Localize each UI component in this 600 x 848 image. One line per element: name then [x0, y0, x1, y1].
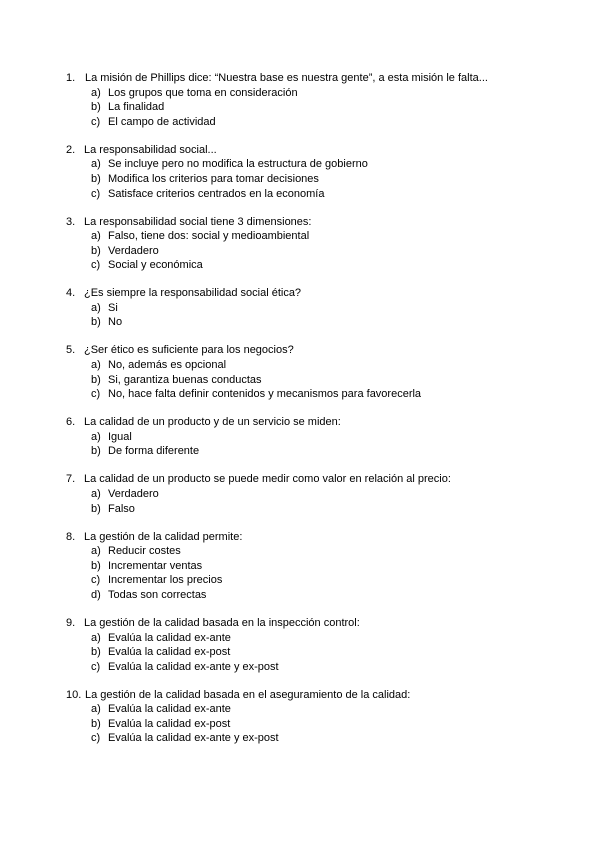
question-8-number: 8.: [66, 530, 76, 543]
option-letter: a): [91, 230, 101, 243]
option-letter: b): [91, 244, 101, 257]
option-text: Evalúa la calidad ex-ante y ex-post: [108, 660, 279, 673]
question-9-line: [66, 616, 566, 631]
option-letter: a): [91, 430, 101, 443]
question-5-line: [66, 343, 566, 358]
question-3-option-b: [91, 244, 566, 259]
option-letter: a): [91, 359, 101, 372]
option-letter: b): [91, 717, 101, 730]
question-10-option-a: [91, 702, 566, 717]
option-text: Si: [108, 301, 118, 314]
question-6-options: [91, 430, 566, 459]
question-3-option-c: [91, 258, 566, 273]
question-1: [66, 71, 566, 129]
question-6-line: [66, 415, 566, 430]
question-4-text: ¿Es siempre la responsabilidad social ética?: [84, 287, 302, 300]
option-text: Los grupos que toma en consideración: [108, 86, 298, 99]
question-9-text: La gestión de la calidad basada en la inspección control:: [84, 616, 360, 629]
option-text: Evalúa la calidad ex-ante y ex-post: [108, 732, 279, 745]
option-text: Si, garantiza buenas conductas: [108, 373, 262, 386]
option-letter: b): [91, 445, 101, 458]
option-letter: c): [91, 732, 101, 745]
question-7-option-b: [91, 502, 566, 517]
question-8-text: La gestión de la calidad permite:: [84, 530, 243, 543]
option-text: Reducir costes: [108, 545, 181, 558]
option-letter: a): [91, 86, 101, 99]
question-9-number: 9.: [66, 616, 76, 629]
question-4-option-a: [91, 301, 566, 316]
question-5-option-c: [91, 387, 566, 402]
option-text: Igual: [108, 430, 132, 443]
question-10-options: [91, 702, 566, 746]
question-4-line: [66, 286, 566, 301]
question-2: [66, 143, 566, 201]
option-letter: a): [91, 631, 101, 644]
question-1-number: 1.: [66, 72, 76, 84]
option-text: Falso: [108, 502, 135, 515]
question-10-text: La gestión de la calidad basada en el aseguramiento de la calidad:: [85, 688, 411, 701]
question-3-line: [66, 215, 566, 230]
option-letter: c): [91, 388, 101, 401]
option-letter: a): [91, 545, 101, 558]
question-8: [66, 530, 566, 603]
question-10-option-c: [91, 731, 566, 746]
option-text: La finalidad: [108, 101, 165, 114]
question-2-text: La responsabilidad social...: [84, 143, 217, 156]
question-2-number: 2.: [66, 143, 76, 156]
option-text: Todas son correctas: [108, 588, 207, 601]
question-8-option-b: [91, 559, 566, 574]
option-text: Evalúa la calidad ex-ante: [108, 703, 231, 716]
question-5: [66, 343, 566, 401]
question-10: [66, 688, 566, 746]
option-text: El campo de actividad: [108, 115, 216, 128]
option-text: Falso, tiene dos: social y medioambiental: [108, 230, 310, 243]
question-2-options: [91, 157, 566, 201]
question-9-options: [91, 631, 566, 675]
option-letter: c): [91, 115, 101, 128]
question-4: [66, 286, 566, 330]
option-text: Evalúa la calidad ex-post: [108, 717, 231, 730]
question-3-option-a: [91, 229, 566, 244]
option-letter: c): [91, 660, 101, 673]
question-6-option-a: [91, 430, 566, 445]
question-10-line: [66, 688, 566, 703]
question-6: [66, 415, 566, 459]
question-8-options: [91, 544, 566, 602]
question-7-text: La calidad de un producto se puede medir como valor en relación al precio:: [84, 473, 451, 486]
option-text: Evalúa la calidad ex-ante: [108, 631, 231, 644]
question-5-number: 5.: [66, 344, 76, 357]
option-text: No, hace falta definir contenidos y mecanismos para favorecerla: [108, 388, 422, 401]
question-4-options: [91, 301, 566, 330]
option-letter: b): [91, 373, 101, 386]
question-8-option-d: [91, 588, 566, 603]
option-text: Social y económica: [108, 259, 203, 272]
question-4-option-b: [91, 315, 566, 330]
question-4-number: 4.: [66, 287, 76, 300]
question-9: [66, 616, 566, 674]
question-7-number: 7.: [66, 473, 76, 486]
option-letter: a): [91, 301, 101, 314]
question-9-option-a: [91, 631, 566, 646]
question-1-option-c: [91, 115, 566, 130]
question-1-option-b: [91, 100, 566, 115]
option-letter: a): [91, 158, 101, 171]
option-text: Evalúa la calidad ex-post: [108, 646, 231, 659]
question-10-number: 10.: [66, 688, 82, 701]
question-2-line: [66, 143, 566, 158]
option-letter: c): [91, 259, 101, 272]
question-8-option-c: [91, 573, 566, 588]
option-letter: b): [91, 646, 101, 659]
question-5-option-b: [91, 373, 566, 388]
option-text: Verdadero: [108, 244, 159, 257]
option-letter: c): [91, 187, 101, 200]
question-10-option-b: [91, 717, 566, 732]
question-1-options: [91, 86, 566, 130]
question-5-options: [91, 358, 566, 402]
question-2-option-b: [91, 172, 566, 187]
option-letter: b): [91, 101, 101, 114]
question-3-text: La responsabilidad social tiene 3 dimensiones:: [84, 215, 312, 228]
option-text: Incrementar ventas: [108, 559, 203, 572]
option-letter: d): [91, 588, 101, 601]
option-text: Modifica los criterios para tomar decisiones: [108, 172, 319, 185]
question-7-options: [91, 487, 566, 516]
question-3-options: [91, 229, 566, 273]
question-8-line: [66, 530, 566, 545]
question-1-line: [66, 71, 566, 86]
question-7-option-a: [91, 487, 566, 502]
option-letter: c): [91, 574, 101, 587]
option-text: Se incluye pero no modifica la estructura de gobierno: [108, 158, 368, 171]
question-6-number: 6.: [66, 416, 76, 429]
question-2-option-c: [91, 187, 566, 202]
question-9-option-b: [91, 645, 566, 660]
option-text: No, además es opcional: [108, 359, 227, 372]
question-3: [66, 215, 566, 273]
question-8-option-a: [91, 544, 566, 559]
option-letter: b): [91, 559, 101, 572]
question-list: [66, 71, 566, 759]
option-text: Satisface criterios centrados en la economía: [108, 187, 325, 200]
option-text: No: [108, 316, 123, 329]
question-9-option-c: [91, 660, 566, 675]
option-letter: b): [91, 316, 101, 329]
question-2-option-a: [91, 157, 566, 172]
option-letter: a): [91, 488, 101, 500]
question-5-text: ¿Ser ético es suficiente para los negocios?: [84, 344, 294, 357]
question-1-option-a: [91, 86, 566, 101]
question-7-line: [66, 472, 566, 487]
option-letter: b): [91, 172, 101, 185]
question-6-option-b: [91, 444, 566, 459]
option-text: Verdadero: [108, 488, 159, 500]
question-5-option-a: [91, 358, 566, 373]
question-6-text: La calidad de un producto y de un servicio se miden:: [84, 416, 341, 429]
question-7: [66, 472, 566, 516]
question-3-number: 3.: [66, 215, 76, 228]
option-text: Incrementar los precios: [108, 574, 223, 587]
option-letter: a): [91, 703, 101, 716]
question-1-text: La misión de Phillips dice: “Nuestra base es nuestra gente”, a esta misión le falta...: [85, 72, 488, 84]
option-letter: b): [91, 502, 101, 515]
option-text: De forma diferente: [108, 445, 200, 458]
